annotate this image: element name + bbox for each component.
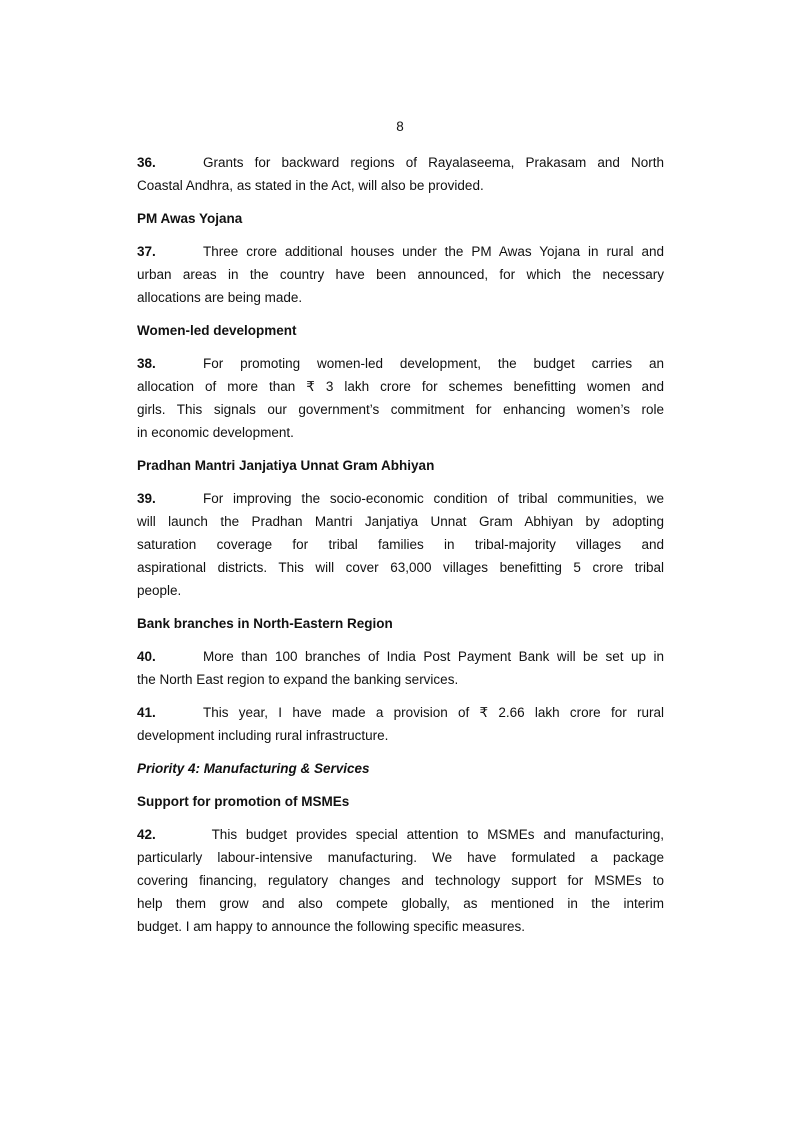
page-number: 8 [396, 119, 404, 134]
paragraph-line [137, 915, 664, 938]
line-text: covering financing, regulatory changes and technology support for MSMEs to [137, 873, 664, 888]
line-text: people. [137, 583, 182, 598]
line-text: allocation of more than ₹ 3 lakh crore for schemes benefitting women and [137, 379, 664, 394]
line-text: help them grow and also compete globally, as mentioned in the interim [137, 896, 664, 911]
paragraph-line [137, 724, 664, 747]
paragraph-line [137, 151, 664, 174]
line-text: girls. This signals our government’s commitment for enhancing women’s role [137, 402, 664, 417]
line-text: This budget provides special attention to MSMEs and manufacturing, [203, 827, 664, 842]
line-text: particularly labour-intensive manufacturing. We have formulated a package [137, 850, 664, 865]
line-text: For improving the socio-economic condition of tribal communities, we [203, 491, 664, 506]
paragraph-line [137, 892, 664, 915]
line-text: This year, I have made a provision of ₹ 2.66 lakh crore for rural [203, 705, 664, 720]
paragraph [137, 701, 664, 747]
line-text: in economic development. [137, 425, 294, 440]
paragraph-number: 40. [137, 649, 156, 664]
paragraph-line [137, 352, 664, 375]
paragraph-line [137, 668, 664, 691]
section-heading: Women-led development [137, 323, 297, 338]
paragraph-line [137, 556, 664, 579]
paragraph-line [137, 579, 664, 602]
section-heading: Bank branches in North-Eastern Region [137, 616, 393, 631]
paragraph-line [137, 263, 664, 286]
line-text: allocations are being made. [137, 290, 303, 305]
section-heading: Pradhan Mantri Janjatiya Unnat Gram Abhiyan [137, 458, 435, 473]
paragraph-number: 37. [137, 244, 156, 259]
line-text: urban areas in the country have been announced, for which the necessary [137, 267, 664, 282]
paragraph [137, 823, 664, 938]
line-text: More than 100 branches of India Post Payment Bank will be set up in [203, 649, 664, 664]
paragraph [137, 240, 664, 309]
paragraph-number: 41. [137, 705, 156, 720]
paragraph-number: 42. [137, 827, 156, 842]
line-text: will launch the Pradhan Mantri Janjatiya Unnat Gram Abhiyan by adopting [137, 514, 664, 529]
line-text: Three crore additional houses under the PM Awas Yojana in rural and [203, 244, 664, 259]
paragraph [137, 645, 664, 691]
paragraph-line [137, 645, 664, 668]
paragraph-line [137, 398, 664, 421]
paragraph-line [137, 174, 664, 197]
paragraph-line [137, 375, 664, 398]
line-text: aspirational districts. This will cover 63,000 villages benefitting 5 crore tribal [137, 560, 664, 575]
paragraph-line [137, 869, 664, 892]
paragraph-number: 39. [137, 491, 156, 506]
section-heading: Support for promotion of MSMEs [137, 794, 350, 809]
line-text: the North East region to expand the banking services. [137, 672, 459, 687]
paragraph-line [137, 421, 664, 444]
paragraph-line [137, 487, 664, 510]
paragraph-number: 36. [137, 155, 156, 170]
paragraph-line [137, 533, 664, 556]
paragraph-line [137, 823, 664, 846]
line-text: Coastal Andhra, as stated in the Act, will also be provided. [137, 178, 484, 193]
line-text: Grants for backward regions of Rayalaseema, Prakasam and North [203, 155, 664, 170]
paragraph [137, 151, 664, 197]
line-text: For promoting women-led development, the budget carries an [203, 356, 664, 371]
line-text: budget. I am happy to announce the following specific measures. [137, 919, 525, 934]
paragraph-line [137, 510, 664, 533]
paragraph-line [137, 240, 664, 263]
line-text: development including rural infrastructure. [137, 728, 389, 743]
paragraph-line [137, 846, 664, 869]
section-heading: PM Awas Yojana [137, 211, 243, 226]
line-text: saturation coverage for tribal families in tribal-majority villages and [137, 537, 664, 552]
paragraph [137, 487, 664, 602]
paragraph-line [137, 286, 664, 309]
paragraph [137, 352, 664, 444]
paragraph-number: 38. [137, 356, 156, 371]
document-body [137, 151, 664, 948]
paragraph-line [137, 701, 664, 724]
section-heading: Priority 4: Manufacturing & Services [137, 761, 370, 776]
